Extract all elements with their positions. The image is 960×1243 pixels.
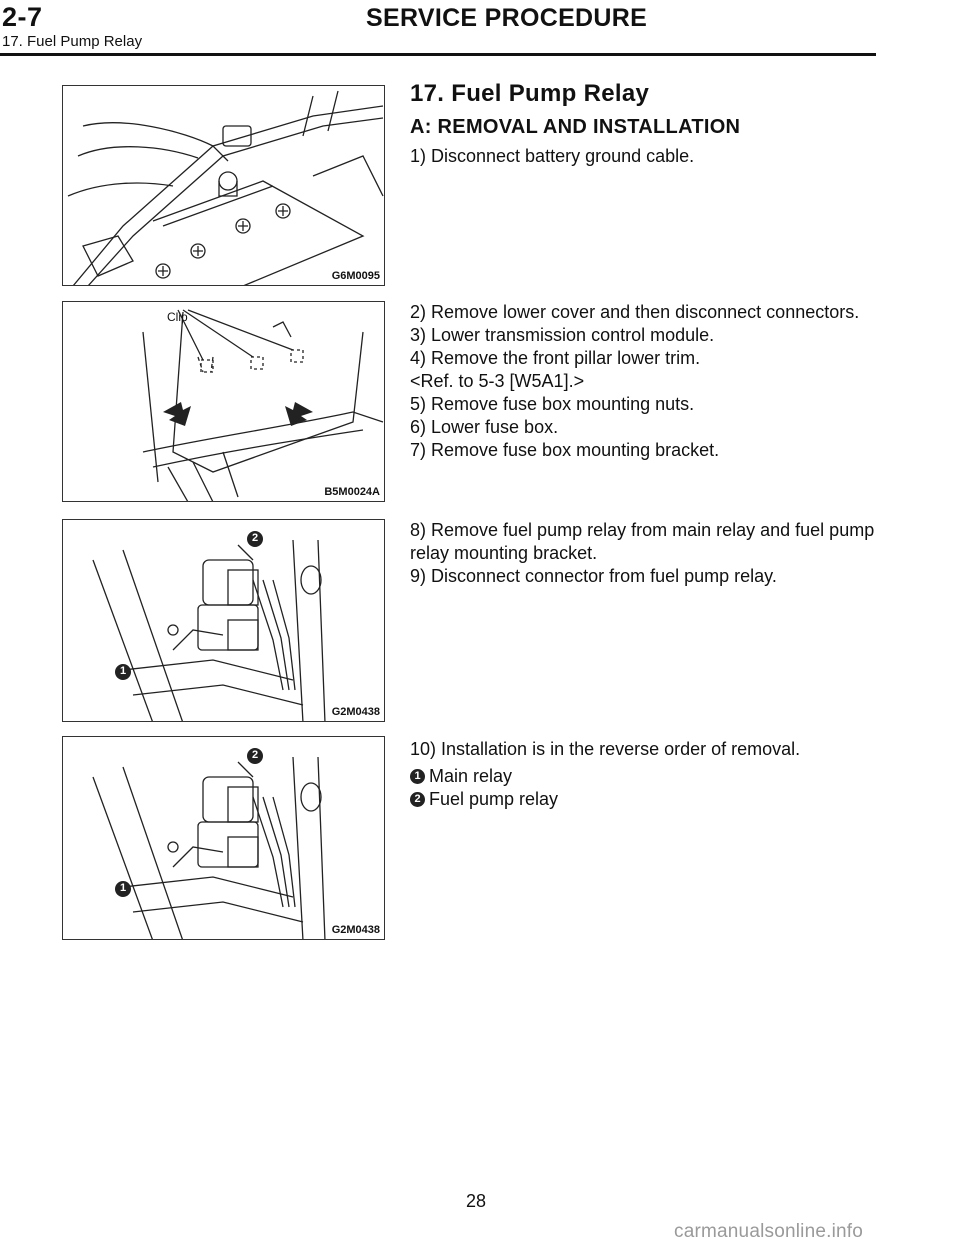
page-header-title: SERVICE PROCEDURE	[366, 4, 648, 32]
battery-illustration	[63, 86, 385, 286]
legend-number-badge: 1	[410, 769, 425, 784]
step-line: 8) Remove fuel pump relay from main relay and fuel pump	[410, 520, 875, 540]
figure-code: B5M0024A	[324, 486, 380, 498]
step-reference: <Ref. to 5-3 [W5A1].>	[410, 371, 585, 391]
marker-1: 1	[119, 665, 127, 677]
step-line: relay mounting bracket.	[410, 543, 598, 563]
legend-item-fuel-pump-relay	[410, 788, 880, 811]
section-title: 17. Fuel Pump Relay	[410, 80, 650, 107]
steps-block-2	[410, 301, 880, 462]
marker-2: 2	[251, 532, 259, 544]
marker-2: 2	[251, 749, 259, 761]
page-header-subtitle: 17. Fuel Pump Relay	[2, 33, 143, 50]
step-line: 10) Installation is in the reverse order of removal.	[410, 739, 801, 759]
figure-code: G2M0438	[331, 924, 380, 936]
legend-label: Main relay	[429, 766, 513, 786]
step-line: 6) Lower fuse box.	[410, 417, 559, 437]
section-code: 2-7	[2, 2, 43, 32]
section-heading-block	[410, 80, 880, 168]
legend-number-badge: 2	[410, 792, 425, 807]
page-number: 28	[466, 1191, 487, 1211]
relay-illustration	[63, 737, 385, 940]
relay-illustration	[63, 520, 385, 722]
step-line: 9) Disconnect connector from fuel pump relay.	[410, 566, 777, 586]
step-line: 1) Disconnect battery ground cable.	[410, 146, 695, 166]
figure-code: G2M0438	[331, 706, 380, 718]
figure-code: G6M0095	[331, 270, 380, 282]
figure-fuse-box	[62, 301, 385, 502]
fuse-box-illustration	[63, 302, 385, 502]
marker-1: 1	[119, 882, 127, 894]
steps-block-4	[410, 738, 880, 811]
step-line: 4) Remove the front pillar lower trim.	[410, 348, 701, 368]
step-line: 3) Lower transmission control module.	[410, 325, 715, 345]
step-line: 2) Remove lower cover and then disconnect connectors.	[410, 302, 860, 322]
figure-relays-repeat	[62, 736, 385, 940]
legend-item-main-relay	[410, 765, 880, 788]
figure-battery-terminal	[62, 85, 385, 286]
legend-label: Fuel pump relay	[429, 789, 559, 809]
step-line: 7) Remove fuse box mounting bracket.	[410, 440, 720, 460]
step-line: 5) Remove fuse box mounting nuts.	[410, 394, 695, 414]
figure-relays	[62, 519, 385, 722]
header-rule	[0, 53, 876, 56]
clip-callout: Clip	[167, 310, 188, 324]
watermark: carmanualsonline.info	[674, 1221, 864, 1242]
subsection-title: A: REMOVAL AND INSTALLATION	[410, 116, 741, 138]
steps-block-3	[410, 519, 880, 588]
